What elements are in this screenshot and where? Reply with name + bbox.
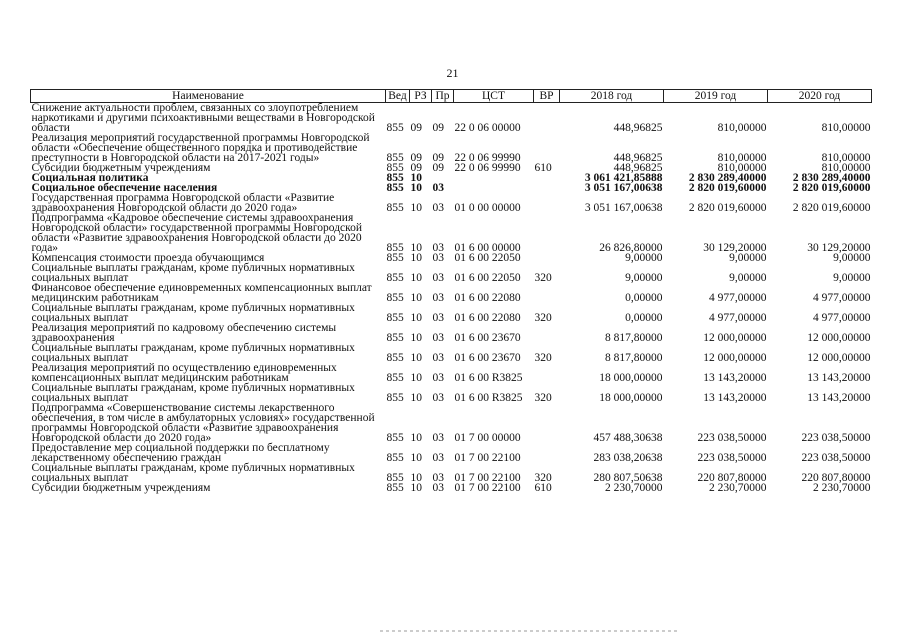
row-pr: 03 (432, 482, 444, 494)
row-pr: 03 (432, 352, 444, 364)
row-vr: 320 (534, 272, 552, 284)
row-vr (534, 443, 560, 463)
row-name: Снижение актуальности проблем, связанных со злоупотреблением наркотиками и другими психоактивными веществами в Новгородской области (31, 102, 375, 134)
row-cst: 22 0 06 99990 (454, 152, 521, 164)
row-2018: 2 230,70000 (605, 482, 663, 494)
row-2018: 0,00000 (625, 292, 663, 304)
table-row (31, 463, 872, 483)
row-cst: 01 6 00 22080 (454, 312, 521, 324)
row-cst: 01 6 00 R3825 (454, 372, 523, 384)
row-vr (534, 173, 560, 183)
row-ved: 855 (386, 122, 404, 134)
row-2020: 2 820 019,60000 (792, 182, 871, 194)
table-row (31, 263, 872, 283)
row-2019: 30 129,20000 (703, 242, 767, 254)
row-ved: 855 (386, 162, 404, 174)
row-2018: 448,96825 (613, 152, 663, 164)
row-2019: 12 000,00000 (703, 352, 767, 364)
row-vr: 320 (534, 312, 552, 324)
row-2020: 12 000,00000 (807, 352, 871, 364)
table-row (31, 283, 872, 303)
row-2019: 4 977,00000 (709, 312, 767, 324)
row-pr: 03 (432, 332, 444, 344)
row-2020: 2 820 019,60000 (792, 202, 871, 214)
table-row (31, 403, 872, 443)
header-2019: 2019 год (664, 90, 768, 103)
row-pr: 03 (432, 312, 444, 324)
row-2019: 2 820 019,60000 (688, 182, 767, 194)
row-cst: 22 0 06 00000 (454, 122, 521, 134)
row-name: Социальные выплаты гражданам, кроме публичных нормативных социальных выплат (31, 342, 355, 364)
header-row (31, 90, 872, 103)
header-rz: РЗ (410, 90, 432, 103)
table-row (31, 443, 872, 463)
row-vr: 610 (534, 482, 552, 494)
row-rz: 10 (410, 432, 422, 444)
scan-artifact (380, 630, 680, 632)
row-2020: 223 038,50000 (801, 432, 871, 444)
table-row (31, 193, 872, 213)
row-ved: 855 (386, 312, 404, 324)
table-row (31, 103, 872, 134)
row-ved: 855 (386, 292, 404, 304)
row-ved: 855 (386, 152, 404, 164)
row-2020: 220 807,80000 (801, 472, 871, 484)
row-cst (454, 173, 534, 183)
row-cst: 22 0 06 99990 (454, 162, 521, 174)
row-rz: 10 (410, 312, 422, 324)
row-2019: 13 143,20000 (703, 392, 767, 404)
row-2018: 26 826,80000 (599, 242, 663, 254)
row-2020: 2 230,70000 (813, 482, 871, 494)
row-vr (534, 363, 560, 383)
row-vr (534, 133, 560, 163)
row-2019: 2 230,70000 (709, 482, 767, 494)
row-2018: 8 817,80000 (605, 352, 663, 364)
header-vr: ВР (534, 90, 560, 103)
row-rz: 10 (410, 372, 422, 384)
row-pr: 03 (432, 252, 444, 264)
header-2020: 2020 год (768, 90, 872, 103)
row-rz: 10 (410, 482, 422, 494)
row-pr: 03 (432, 372, 444, 384)
row-2019: 220 807,80000 (697, 472, 767, 484)
row-pr: 03 (432, 242, 444, 254)
row-ved: 855 (386, 482, 404, 494)
row-cst: 01 7 00 22100 (454, 452, 521, 464)
row-cst: 01 6 00 22080 (454, 292, 521, 304)
row-pr: 03 (432, 182, 444, 194)
row-cst: 01 6 00 00000 (454, 242, 521, 254)
row-ved: 855 (386, 242, 404, 254)
row-rz: 09 (410, 152, 422, 164)
row-rz: 09 (410, 162, 422, 174)
row-cst: 01 7 00 00000 (454, 432, 521, 444)
row-pr: 03 (432, 272, 444, 284)
row-name: Социальное обеспечение населения (31, 182, 218, 194)
row-ved: 855 (386, 272, 404, 284)
row-cst: 01 6 00 22050 (454, 272, 521, 284)
header-2018: 2018 год (560, 90, 664, 103)
header-name: Наименование (31, 90, 386, 103)
row-2018: 448,96825 (613, 162, 663, 174)
row-2019: 223 038,50000 (697, 432, 767, 444)
row-2020: 9,00000 (833, 272, 871, 284)
row-name: Реализация мероприятий по кадровому обеспечению системы здравоохранения (31, 322, 337, 344)
row-rz: 10 (410, 352, 422, 364)
row-2018: 9,00000 (625, 272, 663, 284)
row-ved: 855 (386, 452, 404, 464)
row-vr (534, 103, 560, 134)
row-vr (534, 183, 560, 193)
row-rz: 10 (410, 472, 422, 484)
row-rz: 10 (410, 272, 422, 284)
row-ved: 855 (386, 172, 404, 184)
row-2018: 3 061 421,85888 (584, 172, 663, 184)
header-cst: ЦСТ (454, 90, 534, 103)
row-name: Реализация мероприятий по осуществлению единовременных компенсационных выплат медицинским работникам (31, 362, 337, 384)
row-ved: 855 (386, 182, 404, 194)
row-2019: 2 820 019,60000 (688, 202, 767, 214)
row-2018: 283 038,20638 (593, 452, 663, 464)
row-2019: 4 977,00000 (709, 292, 767, 304)
row-2020: 810,00000 (821, 152, 871, 164)
row-2020: 30 129,20000 (807, 242, 871, 254)
row-name: Компенсация стоимости проезда обучающимся (31, 252, 265, 264)
row-vr (534, 193, 560, 213)
row-vr: 320 (534, 392, 552, 404)
header-ved: Вед (386, 90, 410, 103)
row-ved: 855 (386, 472, 404, 484)
row-name: Финансовое обеспечение единовременных компенсационных выплат медицинским работникам (31, 282, 372, 304)
row-2018: 3 051 167,00638 (584, 182, 663, 194)
row-2018: 9,00000 (625, 252, 663, 264)
table-row (31, 213, 872, 253)
row-name: Социальные выплаты гражданам, кроме публичных нормативных социальных выплат (31, 462, 355, 484)
row-2020: 13 143,20000 (807, 392, 871, 404)
row-name: Субсидии бюджетным учреждениям (31, 482, 211, 494)
row-2020: 2 830 289,40000 (792, 172, 871, 184)
row-2019: 9,00000 (729, 272, 767, 284)
row-vr: 320 (534, 472, 552, 484)
table-body (31, 103, 872, 494)
row-name: Социальная политика (31, 172, 149, 184)
row-2018: 0,00000 (625, 312, 663, 324)
header-pr: Пр (432, 90, 454, 103)
table-row (31, 483, 872, 493)
row-2018: 3 051 167,00638 (584, 202, 663, 214)
row-2018: 448,96825 (613, 122, 663, 134)
table-row (31, 383, 872, 403)
row-ved: 855 (386, 432, 404, 444)
row-pr: 03 (432, 392, 444, 404)
row-2019: 223 038,50000 (697, 452, 767, 464)
row-cst: 01 6 00 R3825 (454, 392, 523, 404)
row-rz: 10 (410, 172, 422, 184)
row-pr: 03 (432, 202, 444, 214)
table-row (31, 133, 872, 163)
row-2019: 810,00000 (717, 122, 767, 134)
row-pr: 09 (432, 152, 444, 164)
row-ved: 855 (386, 332, 404, 344)
row-cst: 01 7 00 22100 (454, 482, 521, 494)
row-rz: 10 (410, 252, 422, 264)
row-vr: 320 (534, 352, 552, 364)
row-2020: 810,00000 (821, 122, 871, 134)
row-name: Подпрограмма «Кадровое обеспечение системы здравоохранения Новгородской области» государственной программы Новгородской области «Развитие здравоохранения Новгородской области до 2020 года» (31, 212, 363, 254)
row-pr: 09 (432, 122, 444, 134)
row-2019: 2 830 289,40000 (688, 172, 767, 184)
row-rz: 10 (410, 392, 422, 404)
row-2018: 18 000,00000 (599, 392, 663, 404)
row-2019: 810,00000 (717, 152, 767, 164)
row-ved: 855 (386, 372, 404, 384)
row-pr: 03 (432, 292, 444, 304)
row-pr: 03 (432, 452, 444, 464)
row-2020: 4 977,00000 (813, 292, 871, 304)
row-name: Подпрограмма «Совершенствование системы лекарственного обеспечения, в том числе в амбулаторных условиях» государственной программы Новгородской области «Развитие здравоохранения Новгородской области до 2020 года» (31, 402, 375, 444)
row-2020: 4 977,00000 (813, 312, 871, 324)
row-2019: 13 143,20000 (703, 372, 767, 384)
row-ved: 855 (386, 352, 404, 364)
row-cst: 01 6 00 23670 (454, 332, 521, 344)
row-cst: 01 6 00 23670 (454, 352, 521, 364)
row-rz: 10 (410, 242, 422, 254)
row-cst: 01 6 00 22050 (454, 252, 521, 264)
row-2019: 810,00000 (717, 162, 767, 174)
row-2019: 9,00000 (729, 252, 767, 264)
row-rz: 10 (410, 182, 422, 194)
row-rz: 10 (410, 202, 422, 214)
row-cst: 01 7 00 22100 (454, 472, 521, 484)
row-name: Государственная программа Новгородской области «Развитие здравоохранения Новгородской области до 2020 года» (31, 192, 335, 214)
page-number: 21 (446, 66, 459, 80)
row-vr (534, 403, 560, 443)
row-ved: 855 (386, 202, 404, 214)
table-row (31, 363, 872, 383)
table-row (31, 303, 872, 323)
row-2020: 810,00000 (821, 162, 871, 174)
row-2020: 223 038,50000 (801, 452, 871, 464)
row-pr: 03 (432, 472, 444, 484)
row-name: Социальные выплаты гражданам, кроме публичных нормативных социальных выплат (31, 302, 355, 324)
row-name: Социальные выплаты гражданам, кроме публичных нормативных социальных выплат (31, 382, 355, 404)
row-vr (534, 213, 560, 253)
row-vr (534, 323, 560, 343)
row-2020: 13 143,20000 (807, 372, 871, 384)
row-name: Субсидии бюджетным учреждениям (31, 162, 211, 174)
row-name: Социальные выплаты гражданам, кроме публичных нормативных социальных выплат (31, 262, 355, 284)
budget-table (30, 89, 872, 493)
row-rz: 09 (410, 122, 422, 134)
row-2019: 12 000,00000 (703, 332, 767, 344)
row-cst (454, 183, 534, 193)
table-row (31, 343, 872, 363)
row-name: Предоставление мер социальной поддержки по бесплатному лекарственному обеспечению граждан (31, 442, 330, 464)
row-pr: 09 (432, 162, 444, 174)
row-pr: 03 (432, 432, 444, 444)
row-rz: 10 (410, 332, 422, 344)
row-vr: 610 (534, 162, 552, 174)
table-row (31, 323, 872, 343)
row-2018: 18 000,00000 (599, 372, 663, 384)
row-rz: 10 (410, 452, 422, 464)
row-2018: 8 817,80000 (605, 332, 663, 344)
row-2020: 12 000,00000 (807, 332, 871, 344)
row-vr (534, 253, 560, 263)
row-ved: 855 (386, 392, 404, 404)
row-name: Реализация мероприятий государственной программы Новгородской области «Обеспечение общественного порядка и противодействие преступности в Новгородской области на 2017-2021 годы» (31, 132, 370, 164)
row-ved: 855 (386, 252, 404, 264)
row-vr (534, 283, 560, 303)
row-2020: 9,00000 (833, 252, 871, 264)
row-cst: 01 0 00 00000 (454, 202, 521, 214)
row-2018: 457 488,30638 (593, 432, 663, 444)
row-rz: 10 (410, 292, 422, 304)
row-2018: 280 807,50638 (593, 472, 663, 484)
